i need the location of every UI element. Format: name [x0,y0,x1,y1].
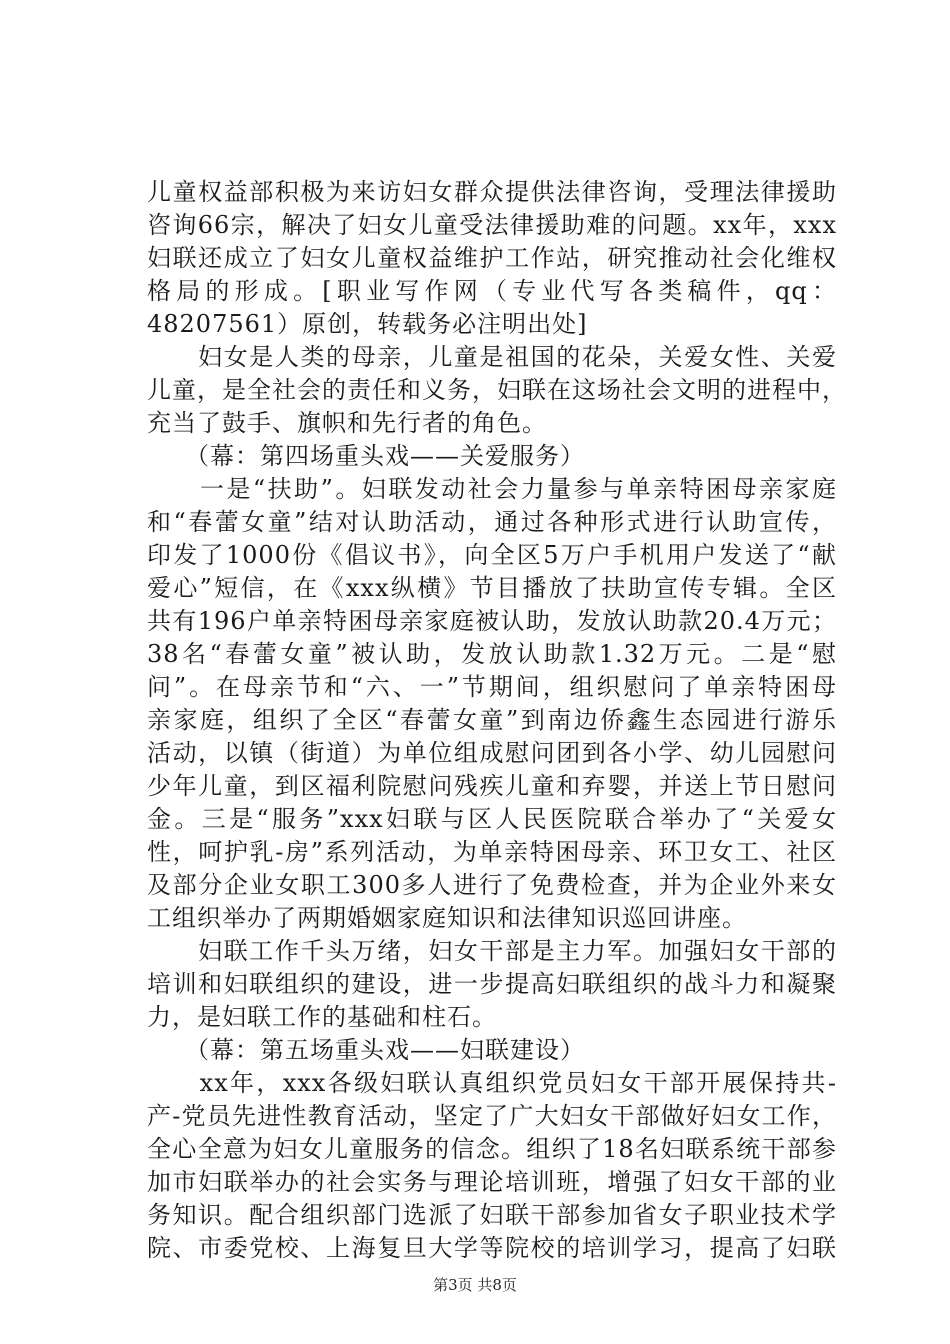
text-line: 全心全意为妇女儿童服务的信念。组织了18名妇联系统干部参 [147,1135,837,1163]
text-line: 儿童权益部积极为来访妇女群众提供法律咨询，受理法律援助 [147,178,837,206]
text-line: 少年儿童，到区福利院慰问残疾儿童和弃婴，并送上节日慰问 [147,772,837,800]
text-line: 力，是妇联工作的基础和柱石。 [147,1003,497,1031]
text-lines [147,176,847,1265]
text-line: 妇联还成立了妇女儿童权益维护工作站，研究推动社会化维权 [147,244,837,272]
text-line: 爱心”短信，在《xxx纵横》节目播放了扶助宣传专辑。全区 [147,574,837,602]
text-line: 妇女是人类的母亲，儿童是祖国的花朵，关爱女性、关爱 [147,343,837,371]
text-line: 共有196户单亲特困母亲家庭被认助，发放认助款20.4万元； [147,607,837,635]
text-line: 和“春蕾女童”结对认助活动，通过各种形式进行认助宣传， [147,508,837,536]
text-line: 38名“春蕾女童”被认助，发放认助款1.32万元。二是“慰 [147,640,837,668]
text-line: 性，呵护乳-房”系列活动，为单亲特困母亲、环卫女工、社区 [147,838,837,866]
text-line: 院、市委党校、上海复旦大学等院校的培训学习，提高了妇联 [147,1234,837,1262]
text-line: （幕：第四场重头戏——关爱服务） [147,442,585,470]
text-line: 培训和妇联组织的建设，进一步提高妇联组织的战斗力和凝聚 [147,970,837,998]
text-line: 务知识。配合组织部门选派了妇联干部参加省女子职业技术学 [147,1201,837,1229]
text-line: 加市妇联举办的社会实务与理论培训班，增强了妇女干部的业 [147,1168,837,1196]
text-line: 印发了1000份《倡议书》，向全区5万户手机用户发送了“献 [147,541,837,569]
text-line: 工组织举办了两期婚姻家庭知识和法律知识巡回讲座。 [147,904,747,932]
document-body [147,176,847,1265]
text-line: 产-党员先进性教育活动，坚定了广大妇女干部做好妇女工作， [147,1102,837,1130]
text-line: 妇联工作千头万绪，妇女干部是主力军。加强妇女干部的 [147,937,837,965]
text-line: 儿童，是全社会的责任和义务，妇联在这场社会文明的进程中， [147,376,847,404]
text-line: 活动，以镇（街道）为单位组成慰问团到各小学、幼儿园慰问 [147,739,837,767]
text-line: 咨询66宗，解决了妇女儿童受法律援助难的问题。xx年，xxx [147,211,837,239]
text-line: 问”。在母亲节和“六、一”节期间，组织慰问了单亲特困母 [147,673,837,701]
text-line: 充当了鼓手、旗帜和先行者的角色。 [147,409,547,437]
text-line: 48207561）原创，转载务必注明出处] [147,310,588,338]
text-line: 格局的形成。[职业写作网（专业代写各类稿件，qq： [147,277,837,305]
text-line: 及部分企业女职工300多人进行了免费检查，并为企业外来女 [147,871,837,899]
page-footer: 第3页 共8页 [433,1276,517,1294]
text-line: 金。三是“服务”xxx妇联与区人民医院联合举办了“关爱女 [147,805,837,833]
text-line: 一是“扶助”。妇联发动社会力量参与单亲特困母亲家庭 [147,475,837,503]
text-line: 亲家庭，组织了全区“春蕾女童”到南边侨鑫生态园进行游乐 [147,706,837,734]
text-line: （幕：第五场重头戏——妇联建设） [147,1036,585,1064]
text-line: xx年，xxx各级妇联认真组织党员妇女干部开展保持共- [147,1069,837,1097]
